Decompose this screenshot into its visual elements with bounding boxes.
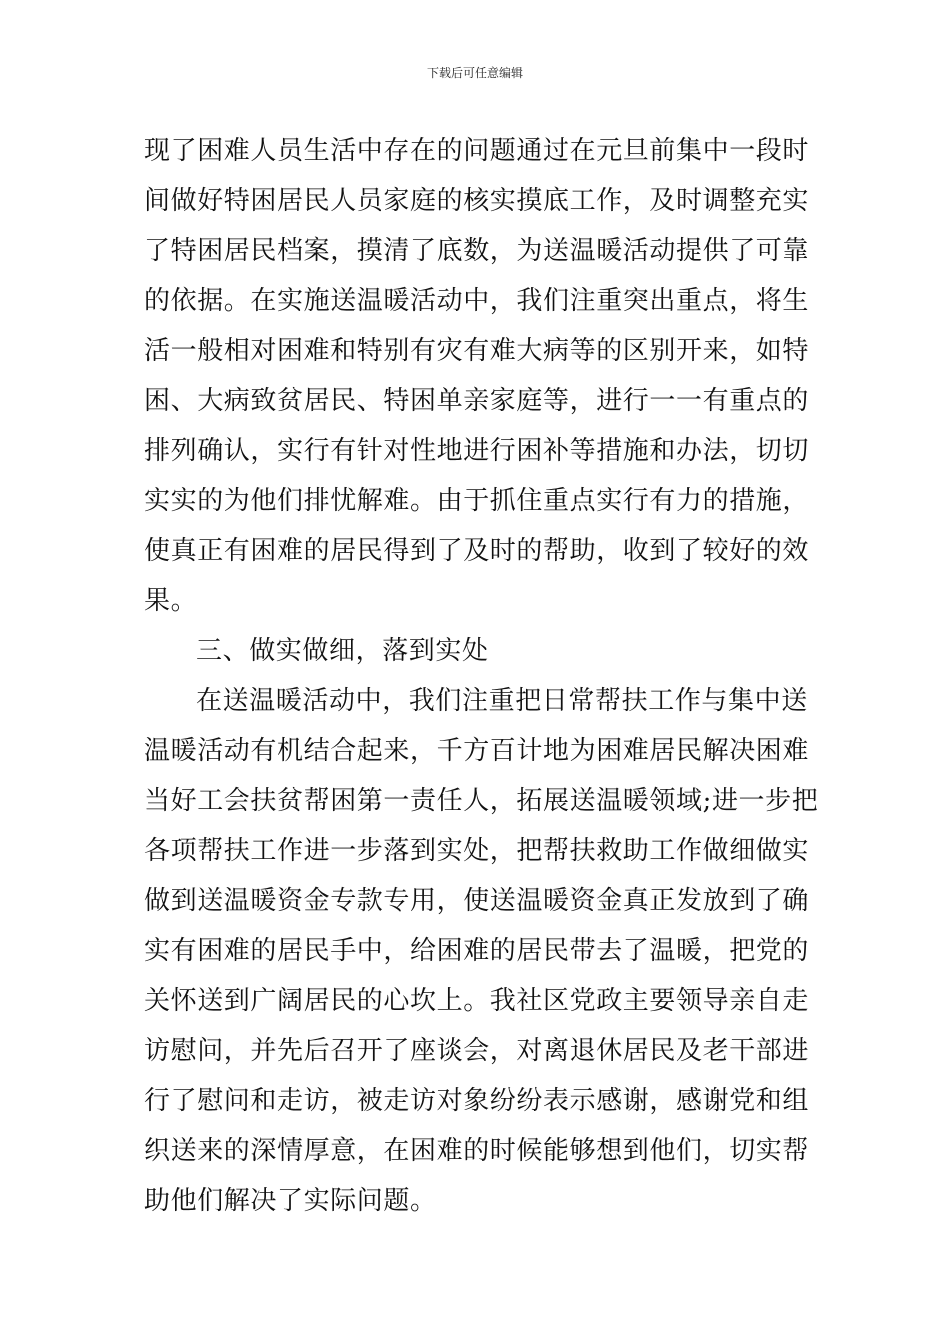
text-line: 当好工会扶贫帮困第一责任人，拓展送温暖领域;进一步把 [144, 786, 819, 816]
page-header-note: 下载后可任意编辑 [426, 66, 523, 80]
text-line: 做到送温暖资金专款专用，使送温暖资金真正发放到了确 [144, 886, 810, 916]
text-line: 织送来的深情厚意，在困难的时候能够想到他们，切实帮 [144, 1136, 810, 1166]
text-line: 困、大病致贫居民、特困单亲家庭等，进行一一有重点的 [144, 386, 810, 416]
text-line: 使真正有困难的居民得到了及时的帮助，收到了较好的效 [144, 536, 810, 566]
section-heading: 三、做实做细，落到实处 [196, 636, 489, 666]
document-body [144, 126, 824, 1226]
text-line: 的依据。在实施送温暖活动中，我们注重突出重点，将生 [144, 286, 810, 316]
text-line: 助他们解决了实际问题。 [144, 1186, 437, 1216]
text-line: 现了困难人员生活中存在的问题通过在元旦前集中一段时 [144, 136, 810, 166]
text-line: 各项帮扶工作进一步落到实处，把帮扶救助工作做细做实 [144, 836, 810, 866]
text-line: 实有困难的居民手中，给困难的居民带去了温暖，把党的 [144, 936, 810, 966]
text-line: 排列确认，实行有针对性地进行困补等措施和办法，切切 [144, 436, 810, 466]
text-line: 温暖活动有机结合起来，千方百计地为困难居民解决困难 [144, 736, 810, 766]
text-line: 了特困居民档案，摸清了底数，为送温暖活动提供了可靠 [144, 236, 810, 266]
text-line: 实实的为他们排忧解难。由于抓住重点实行有力的措施， [144, 486, 810, 516]
text-line: 活一般相对困难和特别有灾有难大病等的区别开来，如特 [144, 336, 810, 366]
text-line: 行了慰问和走访，被走访对象纷纷表示感谢，感谢党和组 [144, 1086, 810, 1116]
text-line: 在送温暖活动中，我们注重把日常帮扶工作与集中送 [196, 686, 808, 716]
text-line: 果。 [144, 586, 198, 616]
text-line: 间做好特困居民人员家庭的核实摸底工作，及时调整充实 [144, 186, 810, 216]
text-line: 关怀送到广阔居民的心坎上。我社区党政主要领导亲自走 [144, 986, 810, 1016]
text-line: 访慰问，并先后召开了座谈会，对离退休居民及老干部进 [144, 1036, 810, 1066]
